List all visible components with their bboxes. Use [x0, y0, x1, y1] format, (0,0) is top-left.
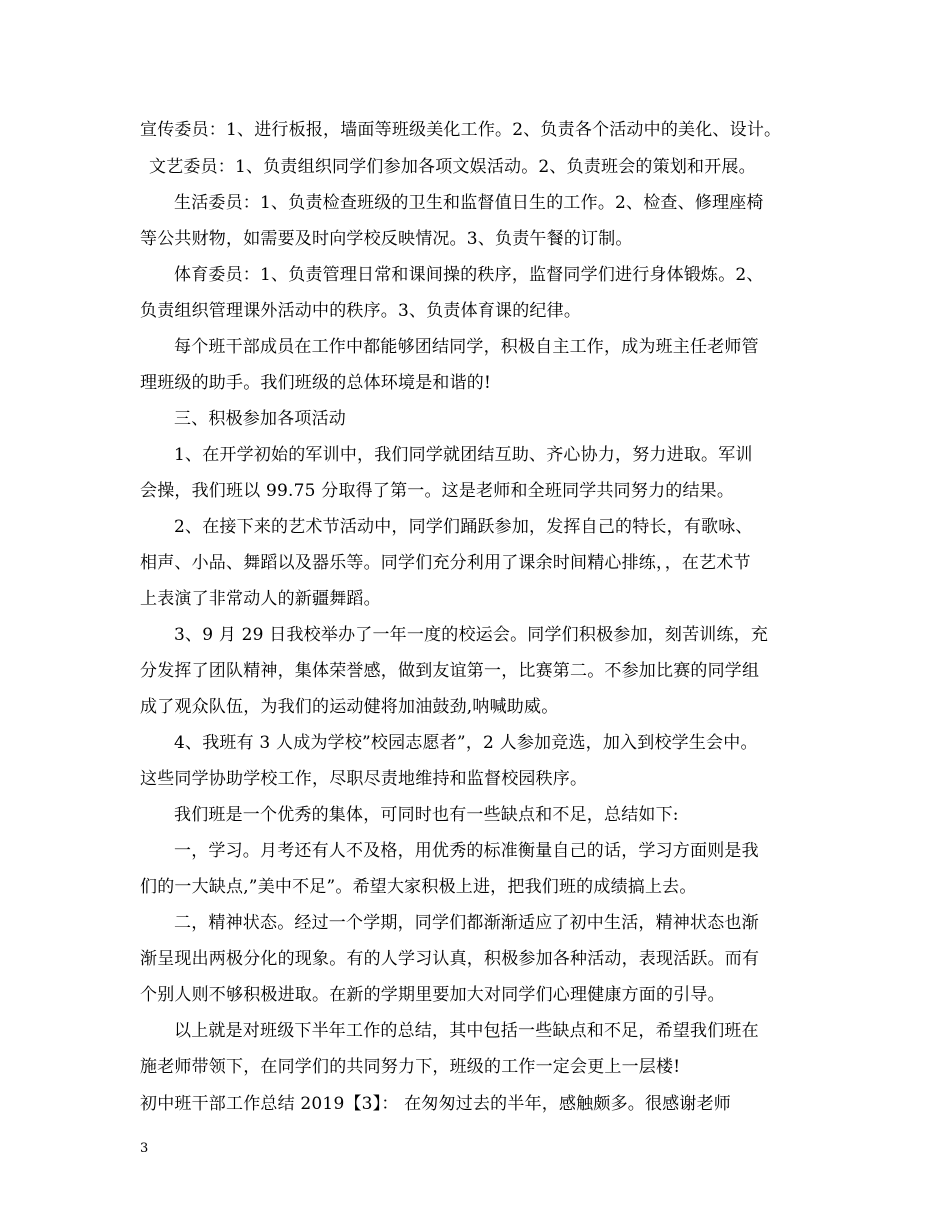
- paragraph-line: 3、9 月 29 日我校举办了一年一度的校运会。同学们积极参加，刻苦训练，充: [174, 625, 769, 645]
- paragraph-line: 上表演了非常动人的新疆舞蹈。: [140, 589, 381, 609]
- paragraph-line: 个别人则不够积极进取。在新的学期里要加大对同学们心理健康方面的引导。: [140, 985, 725, 1005]
- paragraph-line: 分发挥了团队精神，集体荣誉感，做到友谊第一，比赛第二。不参加比赛的同学组: [140, 661, 760, 681]
- paragraph-line: 负责组织管理课外活动中的秩序。3、负责体育课的纪律。: [140, 301, 582, 321]
- paragraph-line: 1、在开学初始的军训中，我们同学就团结互助、齐心协力，努力进取。军训: [174, 445, 753, 465]
- paragraph-line: 施老师带领下，在同学们的共同努力下，班级的工作一定会更上一层楼!: [140, 1057, 681, 1077]
- paragraph-line: 成了观众队伍，为我们的运动健将加油鼓劲,呐喊助威。: [140, 697, 559, 717]
- paragraph-line: 相声、小品、舞蹈以及器乐等。同学们充分利用了课余时间精心排练，，在艺术节: [140, 553, 751, 573]
- paragraph-line: 4、我班有 3 人成为学校”校园志愿者”，2 人参加竞选，加入到校学生会中。: [174, 733, 758, 753]
- paragraph-line: 以上就是对班级下半年工作的总结，其中包括一些缺点和不足，希望我们班在: [174, 1021, 759, 1041]
- paragraph-line: 宣传委员：1、进行板报，墙面等班级美化工作。2、负责各个活动中的美化、设计。: [140, 120, 782, 140]
- paragraph-line: 我们班是一个优秀的集体，可同时也有一些缺点和不足，总结如下:: [174, 805, 679, 825]
- page-number: 3: [140, 1141, 149, 1156]
- paragraph-line: 体育委员：1、负责管理日常和课间操的秩序，监督同学们进行身体锻炼。2、: [174, 265, 764, 285]
- paragraph-line: 每个班干部成员在工作中都能够团结同学，积极自主工作，成为班主任老师管: [174, 337, 759, 357]
- paragraph-line: 文艺委员：1、负责组织同学们参加各项文娱活动。2、负责班会的策划和开展。: [149, 157, 756, 177]
- paragraph-line: 等公共财物，如需要及时向学校反映情况。3、负责午餐的订制。: [140, 229, 633, 249]
- section-heading: 三、积极参加各项活动: [174, 409, 346, 429]
- paragraph-line: 初中班干部工作总结 2019【3】： 在匆匆过去的半年，感触颇多。很感谢老师: [140, 1094, 731, 1114]
- paragraph-line: 会操，我们班以 99.75 分取得了第一。这是老师和全班同学共同努力的结果。: [140, 481, 735, 501]
- paragraph-line: 生活委员：1、负责检查班级的卫生和监督值日生的工作。2、检查、修理座椅: [174, 193, 764, 213]
- paragraph-line: 一，学习。月考还有人不及格，用优秀的标准衡量自己的话，学习方面则是我: [174, 841, 759, 861]
- paragraph-line: 2、在接下来的艺术节活动中，同学们踊跃参加，发挥自己的特长，有歌咏、: [174, 517, 753, 537]
- paragraph-line: 二，精神状态。经过一个学期，同学们都渐渐适应了初中生活，精神状态也渐: [174, 913, 759, 933]
- paragraph-line: 理班级的助手。我们班级的总体环境是和谐的!: [140, 373, 492, 393]
- paragraph-line: 这些同学协助学校工作，尽职尽责地维持和监督校园秩序。: [140, 769, 588, 789]
- paragraph-line: 们的一大缺点,”美中不足”。希望大家积极上进，把我们班的成绩搞上去。: [140, 877, 697, 897]
- paragraph-line: 渐呈现出两极分化的现象。有的人学习认真，积极参加各种活动，表现活跃。而有: [140, 949, 760, 969]
